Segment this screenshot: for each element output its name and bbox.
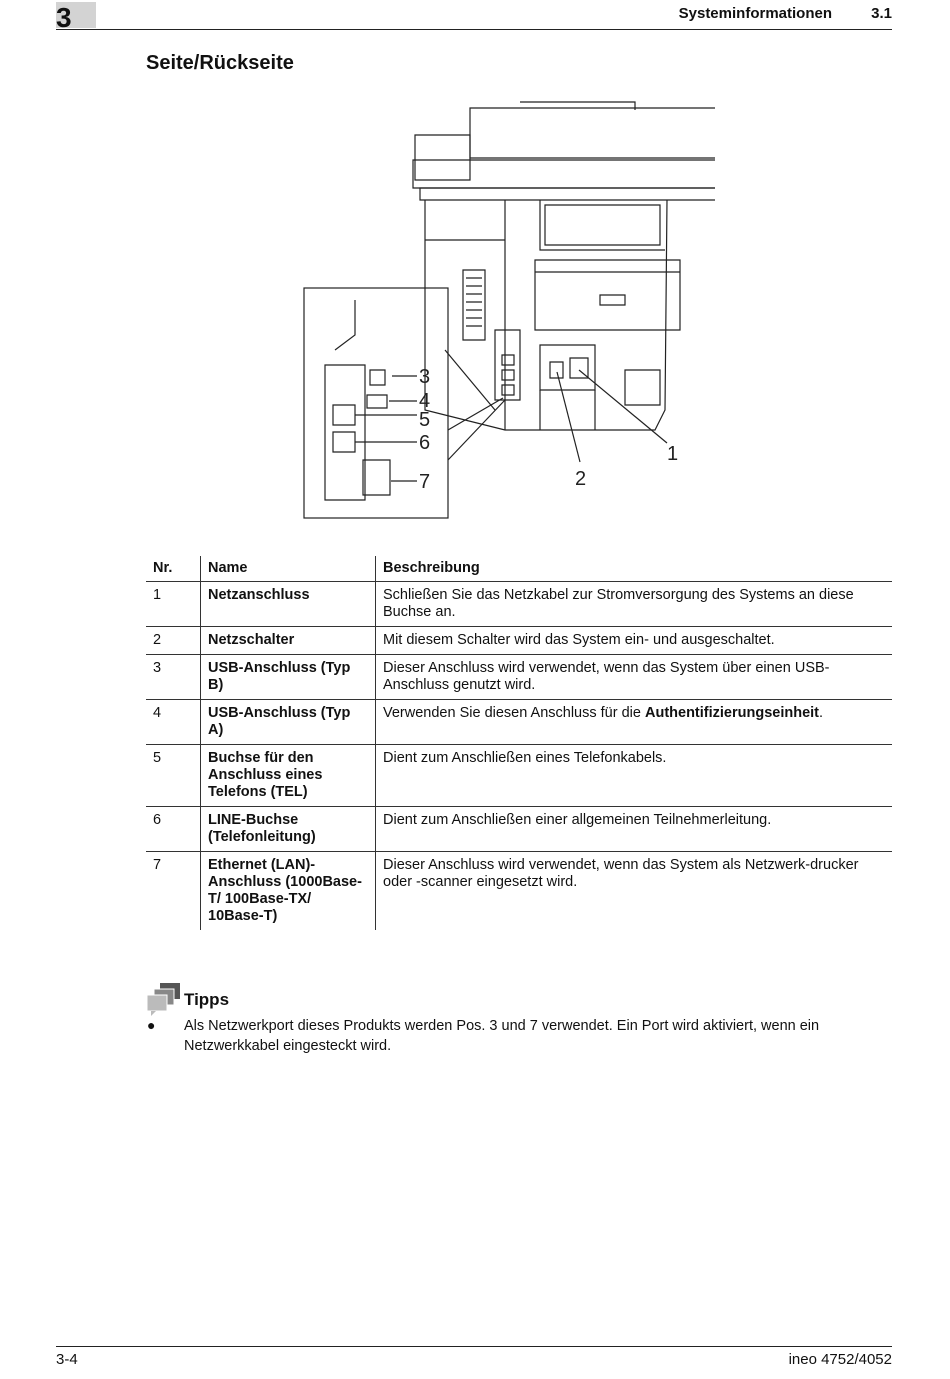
row-name: LINE-Buchse (Telefonleitung) bbox=[201, 807, 376, 852]
column-header-description: Beschreibung bbox=[376, 556, 893, 582]
row-description: Dieser Anschluss wird verwendet, wenn das System über einen USB-Anschluss genutzt wird. bbox=[376, 655, 893, 700]
row-number: 7 bbox=[146, 852, 201, 931]
column-header-nr: Nr. bbox=[146, 556, 201, 582]
header-divider bbox=[56, 29, 892, 30]
row-description: Dient zum Anschließen einer allgemeinen Teilnehmerleitung. bbox=[376, 807, 893, 852]
chapter-number: 3 bbox=[56, 2, 72, 33]
table-row bbox=[146, 582, 892, 627]
tips-icon bbox=[146, 983, 182, 1017]
tips-item: Als Netzwerkport dieses Produkts werden Pos. 3 und 7 verwendet. Ein Port wird aktiviert, wenn ein Netzwerkkabel eingesteckt wird. bbox=[184, 1018, 820, 1054]
callout-7: 7 bbox=[419, 471, 431, 493]
row-description: Dient zum Anschließen eines Telefonkabels. bbox=[376, 745, 893, 807]
row-number: 6 bbox=[146, 807, 201, 852]
row-number: 4 bbox=[146, 700, 201, 745]
callout-5: 5 bbox=[419, 409, 431, 431]
callout-1: 1 bbox=[667, 443, 679, 465]
table-row bbox=[146, 700, 892, 745]
callout-4: 4 bbox=[419, 390, 431, 412]
row-number: 5 bbox=[146, 745, 201, 807]
callout-2: 2 bbox=[575, 468, 587, 490]
callout-3: 3 bbox=[419, 366, 431, 388]
row-name: Netzanschluss bbox=[201, 582, 376, 627]
description-text: Verwenden Sie diesen Anschluss für die bbox=[383, 705, 645, 721]
row-name: USB-Anschluss (Typ B) bbox=[201, 655, 376, 700]
header-title: Systeminformationen bbox=[678, 5, 832, 22]
column-header-name: Name bbox=[201, 556, 376, 582]
row-description: Dieser Anschluss wird verwendet, wenn das System als Netzwerk-drucker oder -scanner eingesetzt wird. bbox=[376, 852, 893, 931]
row-number: 1 bbox=[153, 587, 162, 603]
description-emphasis: Authentifizierungseinheit bbox=[644, 705, 819, 721]
product-name: ineo 4752/4052 bbox=[788, 1351, 892, 1368]
row-number: 3 bbox=[146, 655, 201, 700]
port-description-table bbox=[146, 556, 892, 930]
row-name: USB-Anschluss (Typ A) bbox=[201, 700, 376, 745]
header-section: 3.1 bbox=[871, 5, 892, 22]
table-row bbox=[146, 627, 892, 655]
row-name: Netzschalter bbox=[201, 627, 376, 655]
row-number: 2 bbox=[146, 627, 201, 655]
row-description bbox=[376, 700, 893, 745]
callout-6: 6 bbox=[419, 432, 431, 454]
table-row bbox=[146, 807, 892, 852]
page-title: Seite/Rückseite bbox=[146, 52, 294, 74]
bullet-icon: ● bbox=[147, 1017, 156, 1033]
row-description: Schließen Sie das Netzkabel zur Stromversorgung des Systems an diese Buchse an. bbox=[376, 582, 893, 627]
row-name: Ethernet (LAN)-Anschluss (1000Base-T/ 100Base-TX/ 10Base-T) bbox=[201, 852, 376, 931]
footer-divider bbox=[56, 1346, 892, 1347]
table-header-row bbox=[146, 556, 892, 582]
row-name: Buchse für den Anschluss eines Telefons (TEL) bbox=[201, 745, 376, 807]
description-text: . bbox=[818, 705, 824, 721]
printer-rear-illustration bbox=[295, 100, 715, 530]
row-description: Mit diesem Schalter wird das System ein- und ausgeschaltet. bbox=[376, 627, 893, 655]
page-number: 3-4 bbox=[56, 1351, 78, 1368]
table-row bbox=[146, 852, 892, 931]
table-row bbox=[146, 745, 892, 807]
table-row bbox=[146, 655, 892, 700]
tips-title: Tipps bbox=[184, 990, 230, 1009]
